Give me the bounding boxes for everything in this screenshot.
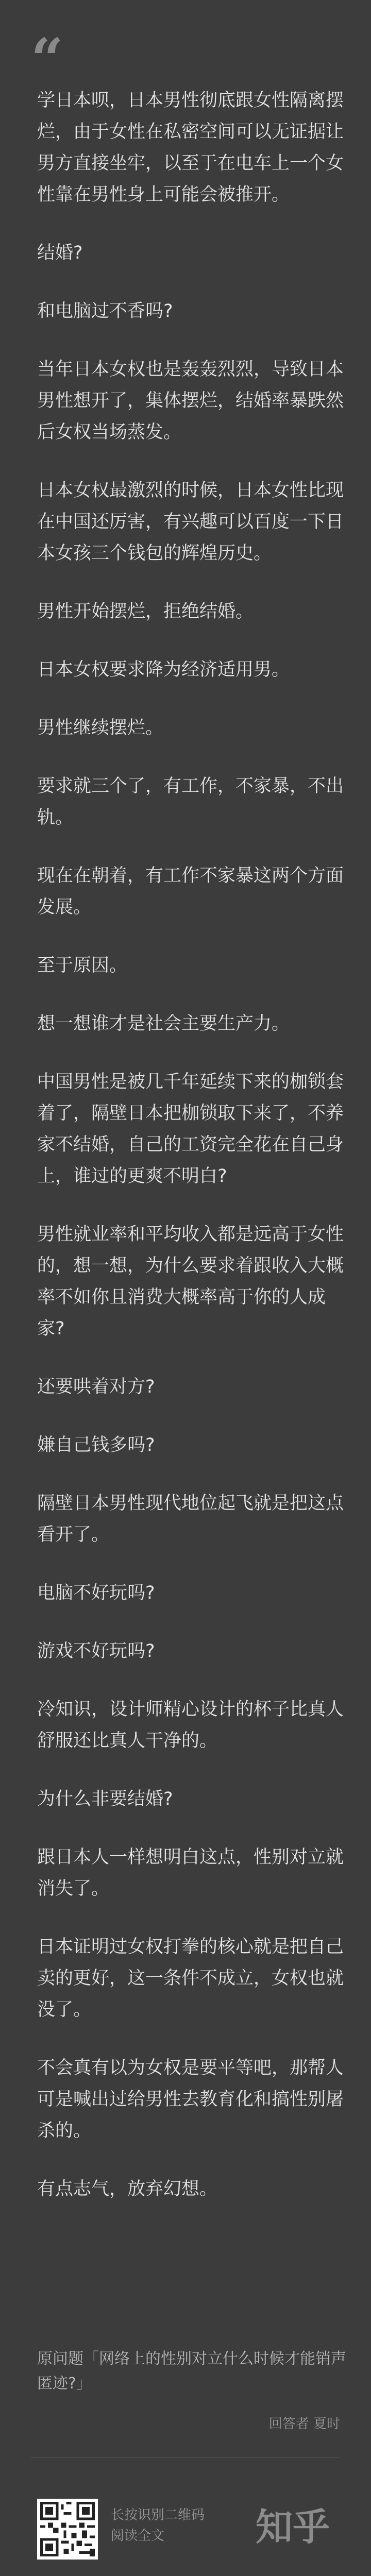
qr-caption-line: 长按识别二维码 — [111, 2507, 205, 2523]
paragraph: 至于原因。 — [37, 955, 128, 976]
paragraph: 隔壁日本男性现代地位起飞就是把这点看开了。 — [37, 1493, 344, 1545]
article-body — [37, 85, 344, 2232]
quote-mark-icon: “ — [31, 26, 64, 92]
zhihu-logo: 知乎 — [255, 2505, 330, 2549]
paragraph: 为什么非要结婚? — [37, 1789, 173, 1809]
paragraph: 还要哄着对方? — [37, 1377, 155, 1397]
paragraph: 电脑不好玩吗? — [37, 1583, 155, 1603]
paragraph: 想一想谁才是社会主要生产力。 — [37, 1013, 290, 1034]
qr-caption-line: 阅读全文 — [111, 2528, 165, 2544]
paragraph: 嫌自己钱多吗? — [37, 1435, 155, 1455]
paragraph: 跟日本人一样想明白这点，性别对立就消失了。 — [37, 1847, 344, 1899]
paragraph: 和电脑过不香吗? — [37, 301, 173, 321]
paragraph: 学日本呗，日本男性彻底跟女性隔离摆烂，由于女性在私密空间可以无证据让男方直接坐牢，以至于在电车上一个女性靠在男性身上可能会被推开。 — [37, 90, 344, 205]
paragraph: 中国男性是被几千年延续下来的枷锁套着了，隔壁日本把枷锁取下来了，不养家不结婚，自己的工资完全花在自己身上，谁过的更爽不明白? — [37, 1072, 344, 1187]
paragraph: 有点志气，放弃幻想。 — [37, 2179, 218, 2199]
paragraph: 当年日本女权也是轰轰烈烈，导致日本男性想开了，集体摆烂，结婚率暴跌然后女权当场蒸发。 — [37, 359, 344, 443]
paragraph: 冷知识，设计师精心设计的杯子比真人舒服还比真人干净的。 — [37, 1699, 344, 1751]
paragraph: 现在在朝着，有工作不家暴这两个方面发展。 — [37, 866, 344, 918]
qr-caption — [111, 2505, 205, 2546]
paragraph: 游戏不好玩吗? — [37, 1641, 155, 1662]
paragraph: 不会真有以为女权是要平等吧，那帮人可是喊出过给男性去教育化和搞性别屠杀的。 — [37, 2058, 344, 2141]
paragraph: 男性开始摆烂，拒绝结婚。 — [37, 601, 254, 622]
paragraph: 日本女权最激烈的时候，日本女性比现在中国还厉害，有兴趣可以百度一下日本女孩三个钱包的辉煌历史。 — [37, 480, 344, 564]
paragraph: 日本证明过女权打拳的核心就是把自己卖的更好，这一条件不成立，女权也就没了。 — [37, 1937, 344, 2020]
paragraph: 日本女权要求降为经济适用男。 — [37, 659, 290, 680]
paragraph: 要求就三个了，有工作，不家暴，不出轨。 — [37, 776, 344, 828]
source-question[interactable]: 原问题「网络上的性别对立什么时候才能销声匿迹?」 — [37, 2350, 346, 2393]
qr-code-icon[interactable] — [37, 2499, 98, 2560]
paragraph: 男性继续摆烂。 — [37, 718, 164, 738]
paragraph: 男性就业率和平均收入都是远高于女性的，想一想，为什么要求着跟收入大概率不如你且消费大概率高于你的人成家? — [37, 1224, 344, 1339]
author-credit: 回答者 夏时 — [268, 2416, 340, 2432]
paragraph: 结婚? — [37, 243, 83, 263]
